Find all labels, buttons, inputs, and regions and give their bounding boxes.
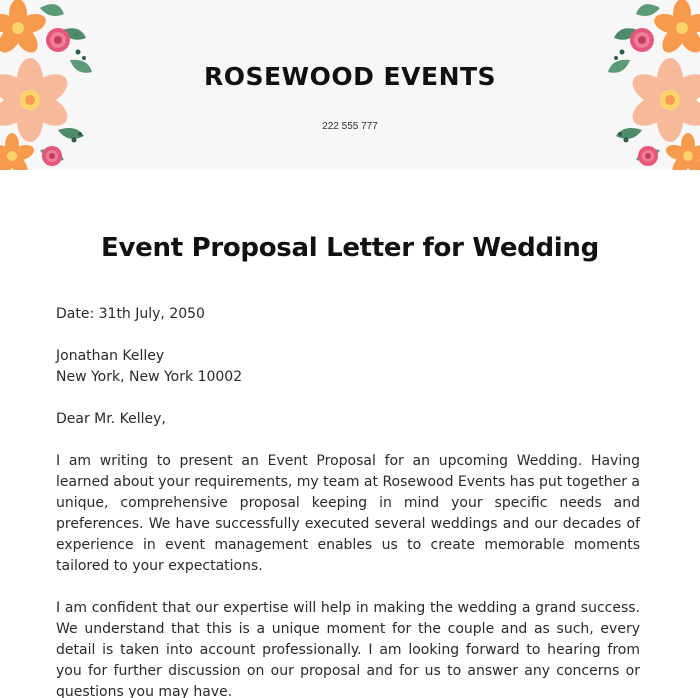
recipient-block xyxy=(56,346,640,388)
body-paragraph-1: I am writing to present an Event Proposal for an upcoming Wedding. Having learned about your requirements, my team at Rosewood Events has put together a unique, comprehensive proposal keeping in mind your specific needs and preferences. We have successfully executed several weddings and our decades of experience in event management enables us to create memorable moments tailored to your expectations. xyxy=(56,453,640,574)
floral-decoration-right xyxy=(600,0,700,170)
letter-body xyxy=(56,304,640,698)
salutation: Dear Mr. Kelley, xyxy=(56,411,166,427)
recipient-name: Jonathan Kelley xyxy=(56,348,165,364)
letter-date: Date: 31th July, 2050 xyxy=(56,306,205,322)
company-name: ROSEWOOD EVENTS xyxy=(203,62,497,91)
letterhead xyxy=(0,0,700,170)
body-paragraph-2: I am confident that our expertise will help in making the wedding a grand success. We understand that this is a unique moment for the couple and as such, every detail is taken into account professionally. I am looking forward to hearing from you for further discussion on our proposal and for us to answer any concerns or questions you may have. xyxy=(56,600,640,698)
letter-title: Event Proposal Letter for Wedding xyxy=(101,233,599,263)
recipient-address: New York, New York 10002 xyxy=(56,369,243,385)
company-phone: 222 555 777 xyxy=(322,121,378,132)
